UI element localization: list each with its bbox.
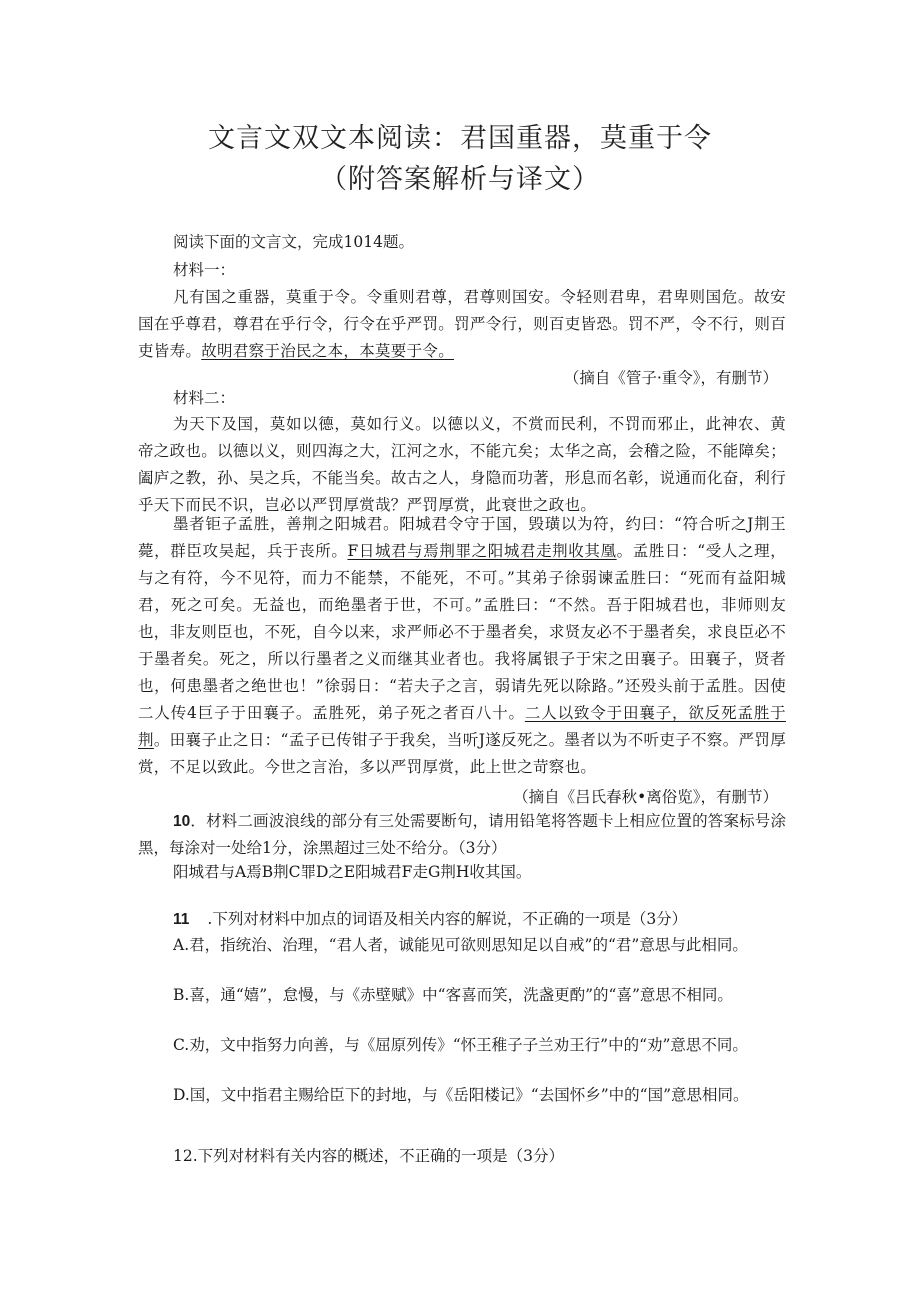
page-subtitle: （附答案解析与译文）: [320, 164, 600, 195]
material2-paragraph-2: [138, 511, 786, 781]
material1-label: 材料一：: [173, 261, 236, 279]
material2-wavy-text: F日城君与焉荆罪之阳城君走荆收其凰: [347, 542, 617, 560]
page-title: 文言文双文本阅读：君国重器，莫重于令: [208, 123, 712, 154]
instruction-text: 阅读下面的文言文，完成1014题。: [173, 233, 414, 251]
question-11: [138, 906, 786, 933]
material1-text: 凡有国之重器，莫重于令。令重则君尊，君尊则国安。令轻则君卑，君卑则国危。故安国在乎尊君，尊君在乎行令，行令在乎严罚。罚严令行，则百吏皆恐。罚不严，令不行，则百吏皆寿。: [138, 288, 786, 360]
material1-source: （摘自《管子·重令》，有删节）: [563, 369, 778, 387]
q10-text: ．材料二画波浪线的部分有三处需要断句，请用铅笔将答题卡上相应位置的答案标号涂黑，每涂对一处给1分，涂黑超过三处不给分。（3分）: [138, 812, 786, 857]
material2-underlined-text: 二人以致令于田襄子，欲反死孟胜于荆: [138, 704, 786, 749]
material2-source: （摘自《吕氏春秋•离俗览》，有删节）: [513, 788, 778, 806]
material2-text-a: 墨者钜子孟胜，善荆之阳城君。阳城君令守于国，毁璜以为符，约曰：“符合听之J荆王薨，群臣攻吴起，兵于丧所。: [138, 515, 786, 560]
question-12: 12.下列对材料有关内容的概述，不正确的一项是（3分）: [173, 1147, 565, 1165]
material2-text-e: 。田襄子止之日：“孟子已传钳子于我矣，当听J遂反死之。墨者以为不听吏子不察。严罚厚赏，不足以致此。今世之言治，多以严罚厚赏，此上世之苛察也。: [138, 731, 786, 776]
q11-option-b: B.喜，通“嬉”，怠慢，与《赤壁赋》中“客喜而笑，洗盏更酌”的“喜”意思不相同。: [173, 986, 733, 1004]
question-10: [138, 808, 786, 862]
material1-paragraph: [138, 284, 786, 365]
q11-text: .下列对材料中加点的词语及相关内容的解说，不正确的一项是（3分）: [207, 910, 688, 928]
q10-options: 阳城君与A焉B荆C罪D之E阳城君F走G荆H收其国。: [173, 863, 532, 881]
q10-number: 10: [173, 813, 191, 830]
q11-option-a: A.君，指统治、治理，“君人者，诚能见可欲则思知足以自戒”的“君”意思与此相同。: [173, 936, 748, 954]
material2-text-c: 。孟胜日：“受人之理，与之有符，今不见符，而力不能禁，不能死，不可。”其弟子徐弱谏孟胜曰：“死而有益阳城君，死之可矣。无益也，而绝墨者于世，不可。”孟胜曰：“不然。吾于阳城君也，非师则友也，非友则臣也，不死，自今以来，求严师必不于墨者矣，求贤友必不于墨者矣，求良臣必不于墨者矣。死之，所以行墨者之义而继其业者也。我将属银子于宋之田襄子。田襄子，贤者也，何患墨者之绝世也！”徐弱日：“若夫子之言，弱请先死以除路。”还殁头前于孟胜。因使二人传4巨子于田襄子。孟胜死，弟子死之者百八十。: [138, 542, 786, 722]
material1-underlined-text: 故明君察于治民之本，本莫要于令。: [201, 342, 455, 360]
q11-option-c: C.劝，文中指努力向善，与《屈原列传》“怀王稚子子兰劝王行”中的“劝”意思不同。: [173, 1036, 748, 1054]
q11-number: 11: [173, 911, 190, 928]
material2-paragraph-1: 为天下及国，莫如以德，莫如行义。以德以义，不赏而民利，不罚而邪止，此神农、黄帝之政也。以德以义，则四海之大，江河之水，不能亢矣；太华之高，会稽之险，不能障矣；阖庐之教，孙、吴之兵，不能当矣。故古之人，身隐而功著，形息而名彰，说通而化奋，利行乎天下而民不识，岂必以严罚厚赏哉？严罚厚赏，此衰世之政也。: [138, 415, 786, 514]
material2-label: 材料二：: [173, 389, 236, 407]
q11-option-d: D.国，文中指君主赐给臣下的封地，与《岳阳楼记》“去国怀乡”中的“国”意思相同。: [173, 1086, 749, 1104]
